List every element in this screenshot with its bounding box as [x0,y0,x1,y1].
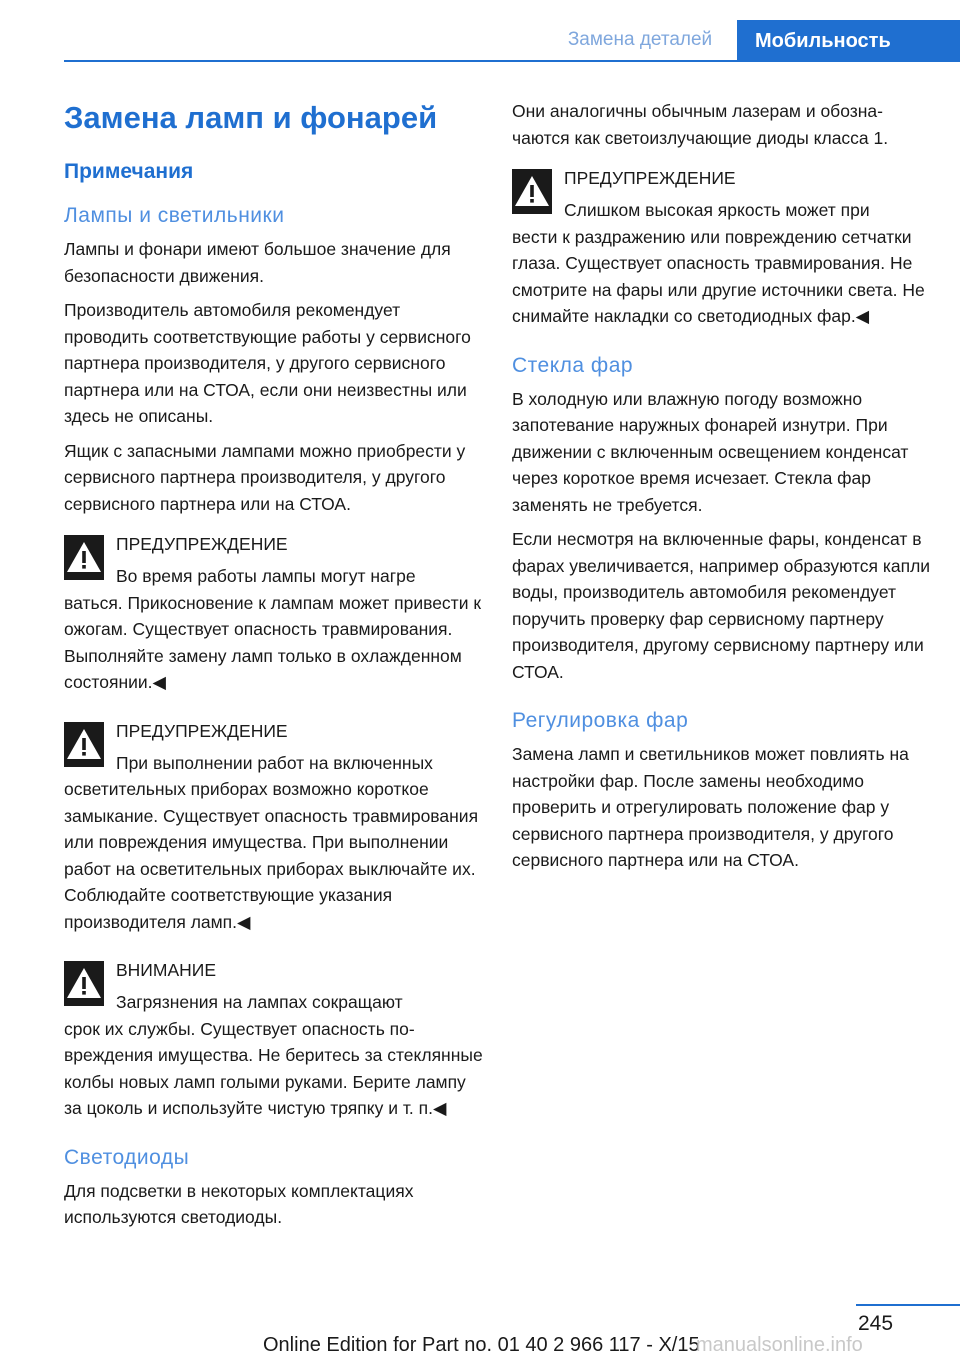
paragraph-recommendation: Производитель автомобиля рекомендует проводить соответствующие работы у сервисного партнера производителя, у другого сервисного партнера или на СТОА, если они неизвестны или здесь не описаны. [64,300,471,426]
paragraph-led: Для подсветки в некоторых комплектациях используются светодиоды. [64,1180,414,1227]
heading-headlight-adjustment: Регулировка фар [512,709,689,732]
header-section-label: Замена деталей [567,29,713,50]
warning-heading: ПРЕДУПРЕЖДЕНИЕ [564,168,736,188]
paragraph-laser: Они аналогичны обычным лазерам и обозначаются как светоизлучающие диоды класса 1. [512,101,889,148]
warning-text: ваться. Прикосновение к лампам может привести к ожогам. Существует опасность травмирования. Выполняйте замену ламп только в охлажденном состоянии.◀ [64,592,481,692]
heading-led: Светодиоды [64,1145,190,1169]
warning-text: осветительных приборах возможно короткое замыкание. Существует опасность травмирования или повреждения имущества. При выполнении работ на осветительных приборах выключайте их. Соблюдайте соответствующие указания производителя ламп.◀ [64,779,479,932]
watermark: manualsonline.info [696,1334,863,1356]
warning-triangle-icon [64,722,104,767]
warning-text-first-line: Слишком высокая яркость может при [564,200,870,220]
warning-text-first-line: Во время работы лампы могут нагре [116,566,416,586]
page-title: Замена ламп и фонарей [64,100,438,135]
paragraph-importance: Лампы и фонари имеют большое значение для безопасности движения. [64,239,451,286]
warning-triangle-icon [64,961,104,1006]
paragraph-adjustment: Замена ламп и светильников может повлиять на настройки фар. После замены необходимо проверить и отрегулировать положение фар у сервисного партнера производителя, у другого сервисного партнера или на СТОА. [512,744,909,870]
page-footer [0,1300,960,1362]
left-column [64,98,484,1239]
page-header [0,20,960,62]
header-rule [64,60,960,62]
warning-triangle-icon [64,535,104,580]
caution-heading: ВНИМАНИЕ [116,960,217,980]
edition-note: Online Edition for Part no. 01 40 2 966 117 - X/15 [263,1334,700,1356]
header-chapter-tab: Мобильность [737,20,960,62]
warning-block-short-circuit [64,718,484,936]
warning-block-hot-lamps [64,531,484,696]
warning-block-brightness [512,165,932,330]
caution-text: срок их службы. Существует опасность повреждения имущества. Не беритесь за стеклянные колбы новых ламп голыми руками. Берите лампу за цоколь и используйте чистую тряпку и т. п.◀ [64,1018,483,1118]
page-number: 245 [858,1312,894,1335]
warning-heading: ПРЕДУПРЕЖДЕНИЕ [116,720,288,741]
right-column [512,98,932,882]
caution-text-first-line: Загрязнения на лампах сокращают [116,992,403,1012]
footer-rule [856,1304,960,1306]
paragraph-spare-lamps: Ящик с запасными лампами можно приобрести у сервисного партнера производителя, у другого сервисного партнера или на СТОА. [64,440,466,514]
warning-text-first-line: При выполнении работ на включенных [116,752,433,773]
heading-lamps: Лампы и светильники [64,204,285,227]
warning-text: вести к раздражению или повреждению сетчатки глаза. Существует опасность травмирования. Не смотрите на фары или другие источники света. Не снимайте накладки со светодиодных фар.◀ [512,226,925,326]
warning-triangle-icon [512,169,552,214]
subtitle-notes: Примечания [64,160,194,183]
caution-block-glass [64,957,484,1122]
warning-heading: ПРЕДУПРЕЖДЕНИЕ [116,534,288,554]
paragraph-condensation: В холодную или влажную погоду возможно запотевание наружных фонарей изнутри. При движении с включенным освещением конденсат через короткое время исчезает. Стекла фар заменять не требуется. [512,388,909,515]
heading-headlight-glass: Стекла фар [512,353,634,377]
paragraph-water-drops: Если несмотря на включенные фары, конденсат в фарах увеличивается, например образуются капли воды, производитель автомобиля рекомендует поручить проверку фар сервисному партнеру производителя, другому сервисному партнеру или СТОА. [512,529,931,682]
